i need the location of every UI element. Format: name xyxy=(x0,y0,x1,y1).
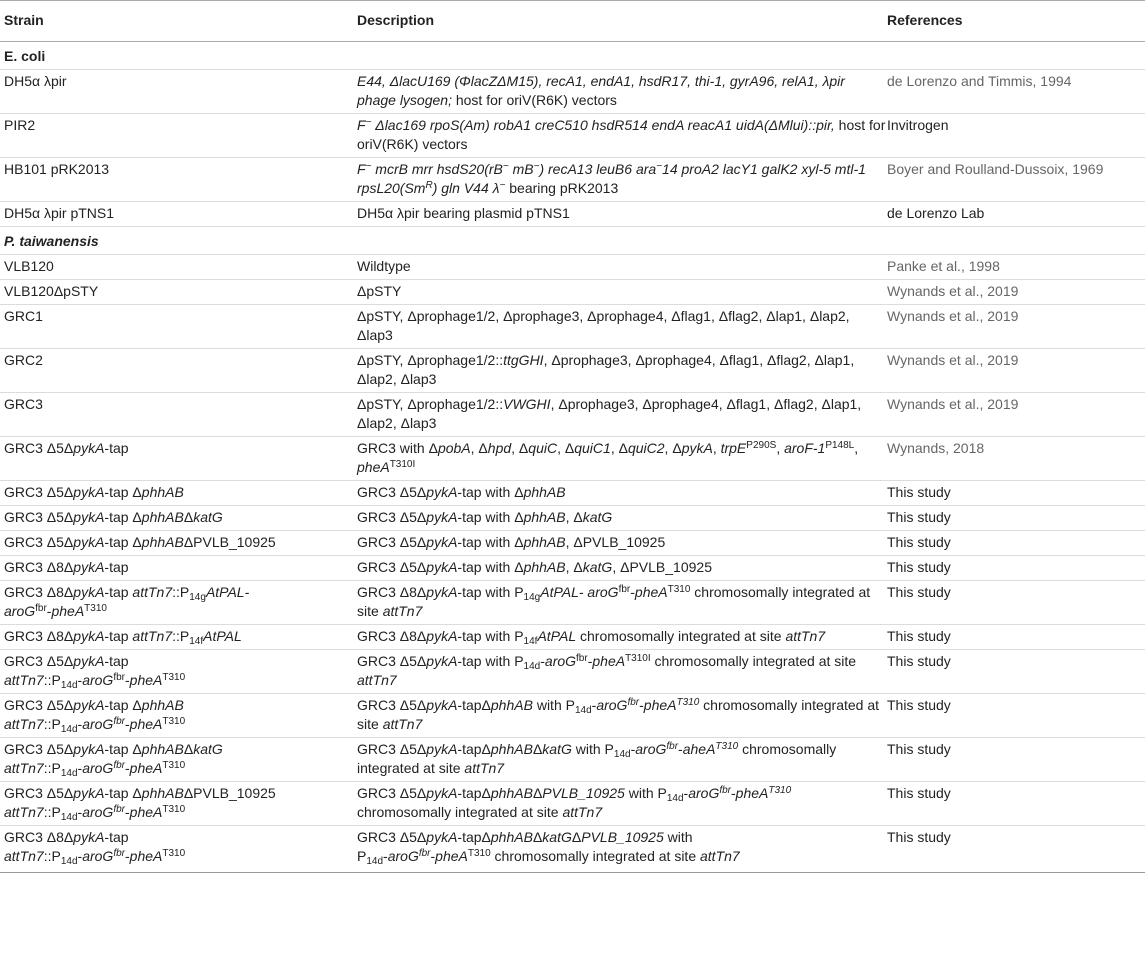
table-row xyxy=(0,70,1145,114)
reference-cell: de Lorenzo Lab xyxy=(886,202,1145,227)
table-row xyxy=(0,506,1145,531)
table-row xyxy=(0,581,1145,625)
strain-cell: VLB120ΔpSTY xyxy=(0,280,356,305)
header-references: References xyxy=(886,1,1145,42)
reference-cell: This study xyxy=(886,625,1145,650)
strain-cell: GRC3 Δ5ΔpykA-tap ΔphhAB $attTn7::P_{14d}-aroG^{fbr}-pheA^{T310}$ xyxy=(0,694,356,738)
table-row xyxy=(0,782,1145,826)
strain-cell: HB101 pRK2013 xyxy=(0,158,356,202)
description-cell: GRC3 Δ5ΔpykA-tap with ΔphhAB, ΔkatG xyxy=(356,506,886,531)
strain-cell: VLB120 xyxy=(0,255,356,280)
description-cell: GRC3 Δ5ΔpykA-tapΔphhABΔkatG with $P_{14d}-aroG^{fbr}-aheA^{T310}$ chromosomally integrated at site attTn7 xyxy=(356,738,886,782)
strain-cell: GRC3 Δ5ΔpykA-tap $attTn7::P_{14d}-aroG^{fbr}-pheA^{T310}$ xyxy=(0,650,356,694)
reference-cell: de Lorenzo and Timmis, 1994 xyxy=(886,70,1145,114)
description-cell: ΔpSTY, Δprophage1/2::VWGHI, Δprophage3, Δprophage4, Δflag1, Δflag2, Δlap1, Δlap2, Δlap3 xyxy=(356,393,886,437)
reference-cell: This study xyxy=(886,826,1145,873)
strain-cell: GRC3 xyxy=(0,393,356,437)
table-row xyxy=(0,349,1145,393)
group-label-ptaiwanensis: P. taiwanensis xyxy=(0,227,1145,255)
reference-cell: Wynands et al., 2019 xyxy=(886,349,1145,393)
strain-cell: GRC3 Δ8ΔpykA-tap $attTn7::P_{14f}AtPAL$ xyxy=(0,625,356,650)
strain-cell: GRC3 Δ8ΔpykA-tap $attTn7::P_{14d}-aroG^{fbr}-pheA^{T310}$ xyxy=(0,826,356,873)
table-row xyxy=(0,255,1145,280)
description-cell: GRC3 Δ5ΔpykA-tapΔphhABΔPVLB_10925 with $P_{14d}-aroG^{fbr}-pheA^{T310}$ chromosomally integrated at site attTn7 xyxy=(356,782,886,826)
table-row xyxy=(0,114,1145,158)
reference-cell: Wynands et al., 2019 xyxy=(886,280,1145,305)
table-row xyxy=(0,625,1145,650)
table-row xyxy=(0,393,1145,437)
description-cell: GRC3 Δ8ΔpykA-tap with $P_{14f}AtPAL$ chromosomally integrated at site attTn7 xyxy=(356,625,886,650)
strain-cell: PIR2 xyxy=(0,114,356,158)
table-row xyxy=(0,650,1145,694)
description-cell: GRC3 with ΔpobA, Δhpd, ΔquiC, ΔquiC1, ΔquiC2, ΔpykA, trpE$^{P290S}$, aroF-$1^{P148L}$, pheA$^{T310I}$ xyxy=(356,437,886,481)
strain-cell: GRC3 Δ8ΔpykA-tap xyxy=(0,556,356,581)
reference-cell: This study xyxy=(886,738,1145,782)
reference-cell: Wynands et al., 2019 xyxy=(886,305,1145,349)
reference-cell: This study xyxy=(886,581,1145,625)
strain-cell: DH5α λpir pTNS1 xyxy=(0,202,356,227)
description-cell: GRC3 Δ5ΔpykA-tapΔphhAB with $P_{14d}-aroG^{fbr}-pheA^{T310}$ chromosomally integrated at site attTn7 xyxy=(356,694,886,738)
description-cell: GRC3 Δ5ΔpykA-tap with $P_{14d}-aroG^{fbr}-pheA^{T310I}$ chromosomally integrated at site attTn7 xyxy=(356,650,886,694)
description-cell: E44, ΔlacU169 (ΦlacZΔM15), recA1, endA1, hsdR17, thi-1, gyrA96, relA1, λpir phage lysogen; host for oriV(R6K) vectors xyxy=(356,70,886,114)
table-row xyxy=(0,202,1145,227)
reference-cell: This study xyxy=(886,694,1145,738)
reference-cell: This study xyxy=(886,531,1145,556)
header-strain: Strain xyxy=(0,1,356,42)
description-cell: GRC3 Δ5ΔpykA-tap with ΔphhAB, ΔPVLB_10925 xyxy=(356,531,886,556)
reference-cell: This study xyxy=(886,481,1145,506)
strain-cell: GRC2 xyxy=(0,349,356,393)
strain-cell: GRC3 Δ8ΔpykA-tap $attTn7::P_{14g}AtPAL-$ aroG$^{fbr}$-pheA$^{T310}$ xyxy=(0,581,356,625)
table-row xyxy=(0,531,1145,556)
group-label-ecoli: E. coli xyxy=(0,42,1145,70)
description-cell: DH5α λpir bearing plasmid pTNS1 xyxy=(356,202,886,227)
strain-cell: GRC3 Δ5ΔpykA-tap ΔphhABΔkatG $attTn7::P_{14d}-aroG^{fbr}-pheA^{T310}$ xyxy=(0,738,356,782)
strain-cell: GRC3 Δ5ΔpykA-tap ΔphhAB xyxy=(0,481,356,506)
table-row xyxy=(0,556,1145,581)
strain-cell: GRC3 Δ5ΔpykA-tap ΔphhABΔPVLB_10925 xyxy=(0,531,356,556)
reference-cell: This study xyxy=(886,650,1145,694)
table-row xyxy=(0,826,1145,873)
description-cell: GRC3 Δ5ΔpykA-tapΔphhABΔkatGΔPVLB_10925 with $P_{14d}-aroG^{fbr}-pheA^{T310}$ chromosomally integrated at site attTn7 xyxy=(356,826,886,873)
group-row-ecoli xyxy=(0,42,1145,70)
strain-cell: GRC3 Δ5ΔpykA-tap ΔphhABΔPVLB_10925 $attTn7::P_{14d}-aroG^{fbr}-pheA^{T310}$ xyxy=(0,782,356,826)
description-cell: F− Δlac169 rpoS(Am) robA1 creC510 hsdR514 endA reacA1 uidA(ΔMlui)::pir, host for oriV(R6K) vectors xyxy=(356,114,886,158)
description-cell: GRC3 Δ5ΔpykA-tap with ΔphhAB, ΔkatG, ΔPVLB_10925 xyxy=(356,556,886,581)
description-cell: Wildtype xyxy=(356,255,886,280)
reference-cell: Invitrogen xyxy=(886,114,1145,158)
description-cell: ΔpSTY xyxy=(356,280,886,305)
description-cell: GRC3 Δ5ΔpykA-tap with ΔphhAB xyxy=(356,481,886,506)
table-row xyxy=(0,694,1145,738)
description-cell: F− mcrB mrr hsdS20(rB− mB−) recA13 leuB6 ara−14 proA2 lacY1 galK2 xyl-5 mtl-1 $rpsL20(Sm^R)$ gln V44 λ− bearing pRK2013 xyxy=(356,158,886,202)
reference-cell: Boyer and Roulland-Dussoix, 1969 xyxy=(886,158,1145,202)
strain-cell: GRC3 Δ5ΔpykA-tap xyxy=(0,437,356,481)
strain-cell: GRC3 Δ5ΔpykA-tap ΔphhABΔkatG xyxy=(0,506,356,531)
reference-cell: Panke et al., 1998 xyxy=(886,255,1145,280)
table-row xyxy=(0,437,1145,481)
strain-cell: DH5α λpir xyxy=(0,70,356,114)
header-row xyxy=(0,1,1145,42)
description-cell: ΔpSTY, Δprophage1/2::ttgGHI, Δprophage3, Δprophage4, Δflag1, Δflag2, Δlap1, Δlap2, Δlap3 xyxy=(356,349,886,393)
reference-cell: This study xyxy=(886,506,1145,531)
table-row xyxy=(0,481,1145,506)
strain-cell: GRC1 xyxy=(0,305,356,349)
table-row xyxy=(0,158,1145,202)
description-cell: GRC3 Δ8ΔpykA-tap with $P_{14g}AtPAL-$ aroG$^{fbr}$-pheA$^{T310}$ chromosomally integrated at site attTn7 xyxy=(356,581,886,625)
table-row xyxy=(0,305,1145,349)
table-row xyxy=(0,738,1145,782)
table-row xyxy=(0,280,1145,305)
group-row-ptaiwanensis xyxy=(0,227,1145,255)
reference-cell: This study xyxy=(886,782,1145,826)
description-cell: ΔpSTY, Δprophage1/2, Δprophage3, Δprophage4, Δflag1, Δflag2, Δlap1, Δlap2, Δlap3 xyxy=(356,305,886,349)
reference-cell: Wynands et al., 2019 xyxy=(886,393,1145,437)
reference-cell: Wynands, 2018 xyxy=(886,437,1145,481)
header-description: Description xyxy=(356,1,886,42)
reference-cell: This study xyxy=(886,556,1145,581)
